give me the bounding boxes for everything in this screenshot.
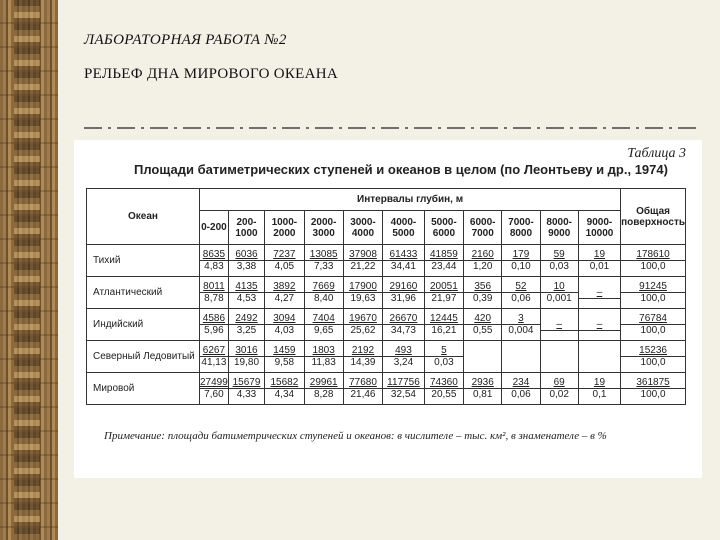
percent-value: 0,06 <box>511 293 531 304</box>
area-value: 6036 <box>229 249 264 261</box>
area-value: 7404 <box>305 313 343 325</box>
area-value: 15679 <box>229 377 264 389</box>
area-value: 7237 <box>265 249 303 261</box>
percent-value: 5,96 <box>204 325 224 336</box>
table-cell <box>304 277 343 309</box>
percent-value: 0,81 <box>472 389 493 400</box>
percent-value: 32,54 <box>390 389 416 400</box>
table-cell <box>383 373 425 405</box>
area-value: 2192 <box>344 345 382 357</box>
percent-value: 9,58 <box>274 357 295 368</box>
percent-value: 0,39 <box>472 293 493 304</box>
table-cell <box>502 277 540 309</box>
percent-value: 7,33 <box>313 261 334 272</box>
table-cell <box>578 341 620 373</box>
percent-value: 34,41 <box>390 261 416 272</box>
area-value: 3892 <box>265 281 303 293</box>
ocean-name: Тихий <box>87 245 200 277</box>
area-value: 13085 <box>305 249 343 261</box>
percent-value: 4,33 <box>236 389 257 400</box>
bathymetry-table <box>86 188 686 405</box>
area-value: 493 <box>383 345 424 357</box>
table-cell <box>265 309 304 341</box>
table-cell <box>464 245 502 277</box>
table-cell <box>502 373 540 405</box>
percent-value: 9,65 <box>313 325 334 336</box>
percent-value: 21,46 <box>350 389 376 400</box>
area-value: 12445 <box>425 313 463 325</box>
table-cell <box>540 277 578 309</box>
table-cell <box>502 341 540 373</box>
percent-value: 0,55 <box>472 325 493 336</box>
notebook-spine-decoration <box>0 0 58 540</box>
ocean-name: Индийский <box>87 309 200 341</box>
area-value: 17900 <box>344 281 382 293</box>
percent-value: 4,53 <box>236 293 257 304</box>
area-value: 6267 <box>200 345 228 357</box>
percent-value: 1,20 <box>472 261 493 272</box>
table-cell <box>578 245 620 277</box>
table-cell <box>464 373 502 405</box>
table-cell <box>502 245 540 277</box>
table-cell <box>343 341 382 373</box>
area-value: 356 <box>464 281 501 293</box>
area-value: 361875 <box>621 377 685 389</box>
header-interval: 1000-2000 <box>265 211 304 245</box>
area-value: 74360 <box>425 377 463 389</box>
area-value: 8011 <box>200 281 228 293</box>
area-value: – <box>541 319 578 331</box>
lab-title: ЛАБОРАТОРНАЯ РАБОТА №2 <box>84 32 287 48</box>
table-cell <box>540 245 578 277</box>
header-interval: 5000-6000 <box>424 211 463 245</box>
header-interval: 3000-4000 <box>343 211 382 245</box>
area-value: 4135 <box>229 281 264 293</box>
table-cell <box>200 341 229 373</box>
table-cell <box>228 341 264 373</box>
area-value: 420 <box>464 313 501 325</box>
table-cell <box>621 341 686 373</box>
table-cell <box>621 277 686 309</box>
table-cell <box>540 341 578 373</box>
percent-value: 0,02 <box>549 389 569 400</box>
percent-value: 19,63 <box>350 293 376 304</box>
header-interval: 7000-8000 <box>502 211 540 245</box>
area-value: 179 <box>502 249 539 261</box>
table-cell <box>502 309 540 341</box>
scanned-table-sheet <box>74 140 702 478</box>
area-value: 26670 <box>383 313 424 325</box>
area-value: 29160 <box>383 281 424 293</box>
header-interval: 0-200 <box>200 211 229 245</box>
table-cell <box>304 245 343 277</box>
percent-value: 100,0 <box>640 357 666 368</box>
percent-value: 4,27 <box>274 293 295 304</box>
table-row <box>87 309 686 341</box>
percent-value: 0,06 <box>511 389 531 400</box>
table-cell <box>540 309 578 341</box>
table-cell <box>424 309 463 341</box>
table-cell <box>265 341 304 373</box>
area-value: 19 <box>579 377 620 389</box>
table-note: Примечание: площади батиметрических ступеней и океанов: в числителе – тыс. км², в знаменателе – в % <box>104 430 607 442</box>
table-cell <box>200 277 229 309</box>
percent-value: 100,0 <box>640 325 666 336</box>
percent-value: 19,80 <box>233 357 260 368</box>
area-value: 117756 <box>383 377 424 389</box>
area-value: 1803 <box>305 345 343 357</box>
table-cell <box>424 341 463 373</box>
area-value: 27499 <box>200 377 228 388</box>
table-cell <box>228 277 264 309</box>
table-cell <box>304 309 343 341</box>
percent-value: 100,0 <box>640 293 666 304</box>
percent-value: 14,39 <box>350 357 376 368</box>
table-cell <box>540 373 578 405</box>
table-cell <box>265 277 304 309</box>
percent-value: 4,05 <box>274 261 295 272</box>
percent-value: 21,22 <box>350 261 376 272</box>
table-row <box>87 341 686 373</box>
table-cell <box>228 373 264 405</box>
table-cell <box>464 277 502 309</box>
table-cell <box>578 373 620 405</box>
table-cell <box>578 277 620 309</box>
percent-value: 100,0 <box>640 389 666 400</box>
table-cell <box>343 309 382 341</box>
percent-value: 4,34 <box>274 389 295 400</box>
area-value: 178610 <box>621 249 685 261</box>
percent-value: 41,13 <box>201 357 227 368</box>
table-cell <box>383 341 425 373</box>
percent-value: 7,60 <box>204 389 224 400</box>
percent-value: 0,03 <box>549 261 569 272</box>
table-cell <box>621 245 686 277</box>
area-value: 76784 <box>621 313 685 325</box>
area-value: 10 <box>541 281 578 293</box>
percent-value: 11,83 <box>311 357 336 368</box>
table-cell <box>304 373 343 405</box>
percent-value: 100,0 <box>640 261 666 272</box>
table-cell <box>383 245 425 277</box>
percent-value: 31,96 <box>390 293 416 304</box>
area-value: 15682 <box>265 377 303 389</box>
area-value: 4586 <box>200 313 228 325</box>
area-value: 77680 <box>344 377 382 389</box>
table-cell <box>200 373 229 405</box>
table-cell <box>424 373 463 405</box>
area-value: 5 <box>425 345 463 357</box>
table-cell <box>228 245 264 277</box>
area-value: 20051 <box>425 281 463 293</box>
dash-dot-divider <box>84 124 700 132</box>
area-value: 41859 <box>425 249 463 261</box>
header-interval: 200-1000 <box>228 211 264 245</box>
percent-value: 20,55 <box>431 389 457 400</box>
percent-value: 0,01 <box>589 261 610 272</box>
area-value: 91245 <box>621 281 685 293</box>
lab-subtitle: РЕЛЬЕФ ДНА МИРОВОГО ОКЕАНА <box>84 66 339 82</box>
area-value: 59 <box>541 249 578 261</box>
table-cell <box>343 245 382 277</box>
table-cell <box>464 309 502 341</box>
header-ocean: Океан <box>87 189 200 245</box>
area-value: 3016 <box>229 345 264 357</box>
percent-value: 34,73 <box>390 325 416 336</box>
header-interval: 2000-3000 <box>304 211 343 245</box>
header-interval: 9000-10000 <box>578 211 620 245</box>
ocean-name: Мировой <box>87 373 200 405</box>
table-cell <box>228 309 264 341</box>
area-value: 69 <box>541 377 578 389</box>
area-value: 8635 <box>200 249 228 261</box>
table-cell <box>343 373 382 405</box>
table-cell <box>383 277 425 309</box>
area-value: 234 <box>502 377 539 389</box>
header-interval: 6000-7000 <box>464 211 502 245</box>
area-value: 29961 <box>305 377 343 389</box>
percent-value: 25,62 <box>350 325 376 336</box>
table-cell <box>464 341 502 373</box>
area-value: 15236 <box>621 345 685 357</box>
area-value: 7669 <box>305 281 343 293</box>
area-value: 2160 <box>464 249 501 261</box>
percent-value: 16,21 <box>431 325 457 336</box>
ocean-name: Северный Ледовитый <box>87 341 200 373</box>
area-value: 1459 <box>265 345 303 357</box>
table-cell <box>304 341 343 373</box>
percent-value: 0,1 <box>592 389 607 400</box>
percent-value: 0,10 <box>511 261 531 272</box>
area-value: – <box>579 319 620 331</box>
table-row <box>87 245 686 277</box>
table-row <box>87 277 686 309</box>
percent-value: 3,24 <box>393 357 414 368</box>
area-value: 19670 <box>344 313 382 325</box>
percent-value: 23,44 <box>431 261 457 272</box>
percent-value: 3,38 <box>236 261 257 272</box>
area-value: 61433 <box>383 249 424 261</box>
table-cell <box>343 277 382 309</box>
percent-value: 4,03 <box>274 325 295 336</box>
header-interval: 8000-9000 <box>540 211 578 245</box>
table-cell <box>383 309 425 341</box>
percent-value: 0,03 <box>434 357 454 368</box>
percent-value: 0,001 <box>546 293 572 304</box>
area-value: 2492 <box>229 313 264 325</box>
ocean-name: Атлантический <box>87 277 200 309</box>
area-value: 3 <box>502 313 539 325</box>
area-value: – <box>579 287 620 299</box>
percent-value: 8,40 <box>313 293 334 304</box>
area-value: 52 <box>502 281 539 293</box>
percent-value: 4,83 <box>204 261 224 272</box>
table-number: Таблица 3 <box>627 146 686 161</box>
percent-value: 3,25 <box>236 325 257 336</box>
area-value: 2936 <box>464 377 501 389</box>
percent-value: 8,28 <box>313 389 334 400</box>
table-cell <box>265 373 304 405</box>
percent-value: 8,78 <box>204 293 224 304</box>
table-cell <box>200 245 229 277</box>
table-cell <box>265 245 304 277</box>
table-cell <box>424 245 463 277</box>
table-cell <box>424 277 463 309</box>
table-row <box>87 373 686 405</box>
table-cell <box>621 309 686 341</box>
percent-value: 21,97 <box>431 293 457 304</box>
area-value: 3094 <box>265 313 303 325</box>
table-cell <box>621 373 686 405</box>
percent-value: 0,004 <box>508 325 534 336</box>
table-caption: Площади батиметрических ступеней и океанов в целом (по Леонтьеву и др., 1974) <box>134 162 668 177</box>
table-cell <box>200 309 229 341</box>
header-total: Общая поверхность <box>621 189 686 245</box>
header-interval: 4000-5000 <box>383 211 425 245</box>
header-intervals: Интервалы глубин, м <box>200 189 621 211</box>
area-value: 19 <box>579 249 620 261</box>
table-cell <box>578 309 620 341</box>
area-value: 37908 <box>344 249 382 261</box>
